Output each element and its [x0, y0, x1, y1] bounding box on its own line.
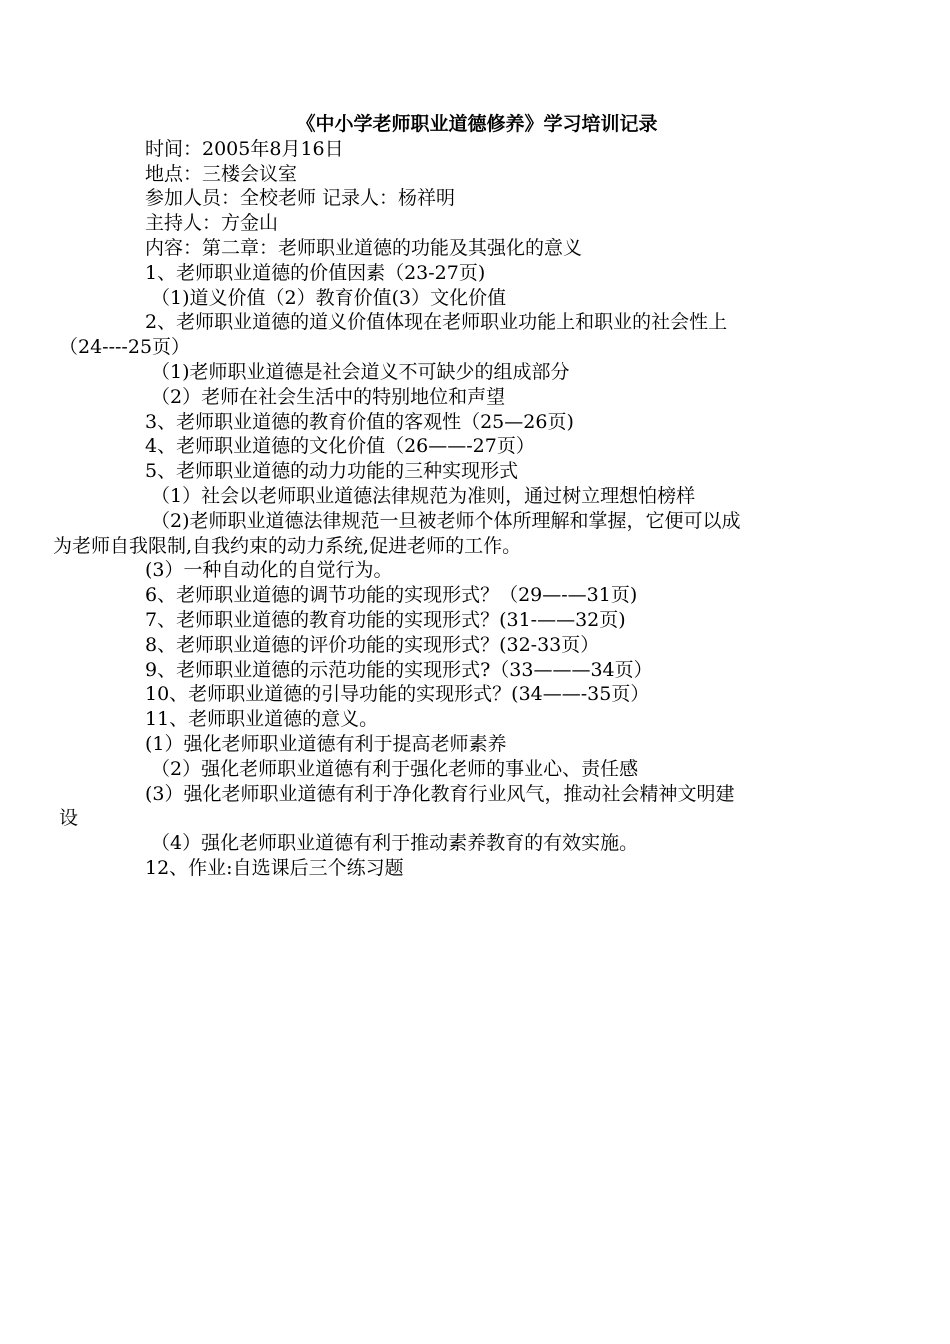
line-11-item-3-text: (3）强化老师职业道德有利于净化教育行业风气，推动社会精神文明建: [145, 782, 735, 805]
line-4: 4、老师职业道德的文化价值（26——-27页）: [145, 435, 535, 458]
line-2: [59, 310, 852, 360]
line-9: 9、老师职业道德的示范功能的实现形式?（33———34页）: [145, 658, 653, 681]
line-5-item-2: [53, 509, 852, 559]
line-11: 11、老师职业道德的意义。: [145, 708, 379, 731]
line-6: 6、老师职业道德的调节功能的实现形式？（29—-—31页): [145, 584, 638, 607]
line-11-item-1: (1）强化老师职业道德有利于提高老师素养: [145, 732, 507, 755]
line-2-continuation: （24----25页）: [59, 336, 191, 359]
meeting-location: 地点：三楼会议室: [145, 162, 298, 185]
line-2-text: 2、老师职业道德的道义价值体现在老师职业功能上和职业的社会性上: [145, 311, 728, 334]
line-11-item-3-continuation: 设: [59, 807, 79, 830]
line-1: 1、老师职业道德的价值因素（23-27页): [145, 261, 486, 284]
document-title: 《中小学老师职业道德修养》学习培训记录: [296, 113, 658, 135]
meeting-time: 时间：2005年8月16日: [145, 137, 344, 160]
line-2-item-2: （2）老师在社会生活中的特别地位和声望: [151, 385, 506, 408]
line-5-item-3: (3）一种自动化的自觉行为。: [145, 559, 393, 582]
line-5-item-2-continuation: 为老师自我限制,自我约束的动力系统,促进老师的工作。: [53, 534, 522, 557]
line-3: 3、老师职业道德的教育价值的客观性（25—26页): [145, 410, 574, 433]
meeting-content: 内容：第二章：老师职业道德的功能及其强化的意义: [145, 236, 583, 259]
line-5-item-1: （1）社会以老师职业道德法律规范为准则，通过树立理想怕榜样: [151, 484, 696, 507]
line-7: 7、老师职业道德的教育功能的实现形式？(31-——32页): [145, 608, 626, 631]
line-5: 5、老师职业道德的动力功能的三种实现形式: [145, 460, 519, 483]
line-10: 10、老师职业道德的引导功能的实现形式？(34——-35页）: [145, 683, 650, 706]
line-12: 12、作业:自选课后三个练习题: [145, 856, 404, 879]
line-1-values: （1)道义价值（2）教育价值(3）文化价值: [151, 286, 507, 309]
meeting-participants: 参加人员：全校老师 记录人：杨祥明: [145, 187, 456, 210]
document-body: [53, 112, 852, 881]
line-5-item-2-text: （2)老师职业道德法律规范一旦被老师个体所理解和掌握，它便可以成: [151, 509, 741, 532]
line-8: 8、老师职业道德的评价功能的实现形式？(32-33页）: [145, 633, 600, 656]
line-11-item-4: （4）强化老师职业道德有利于推动素养教育的有效实施。: [151, 832, 639, 855]
line-11-item-2: （2）强化老师职业道德有利于强化老师的事业心、责任感: [151, 757, 639, 780]
line-2-item-1: （1)老师职业道德是社会道义不可缺少的组成部分: [151, 360, 570, 383]
line-11-item-3: [59, 782, 852, 832]
meeting-host: 主持人：方金山: [145, 212, 279, 235]
